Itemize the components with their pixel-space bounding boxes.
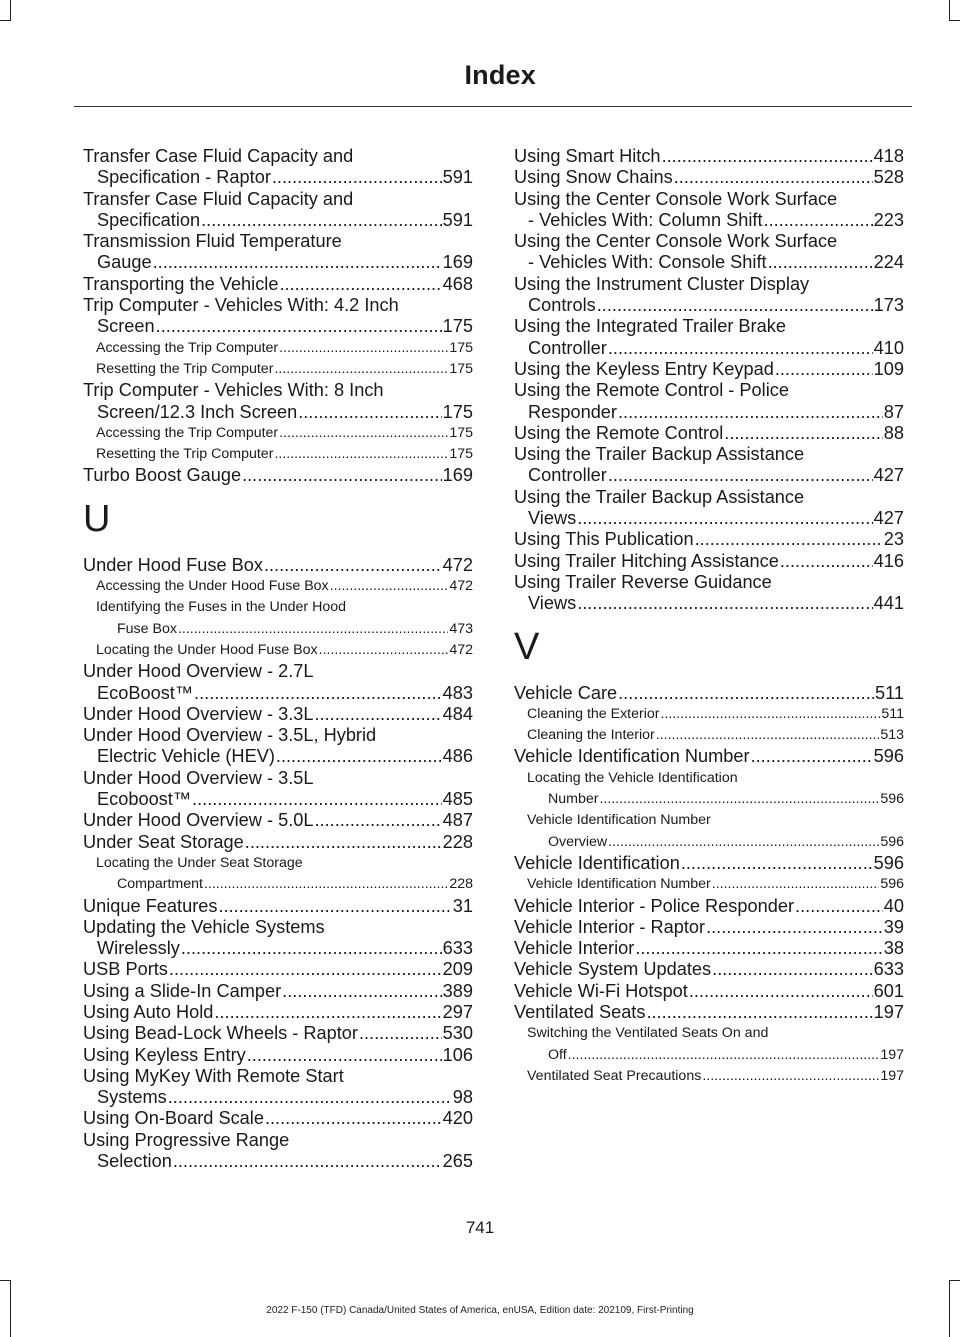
entry-page-number: 513 <box>880 727 904 744</box>
footer-edition-info: 2022 F-150 (TFD) Canada/United States of America, enUSA, Edition date: 202109, First-Printing <box>266 1305 694 1316</box>
dot-leader <box>204 874 448 895</box>
index-entry[interactable] <box>514 683 904 704</box>
entry-text: Screen/12.3 Inch Screen <box>97 401 298 422</box>
entry-page-number: 427 <box>873 508 904 529</box>
dot-leader <box>156 316 442 337</box>
entry-page-number: 265 <box>442 1151 473 1172</box>
dot-leader <box>153 252 442 273</box>
index-column-right <box>514 146 904 1087</box>
entry-text: - Vehicles With: Console Shift <box>528 252 767 273</box>
entry-text: Using Trailer Hitching Assistance <box>514 550 779 571</box>
entry-page-number: 468 <box>442 273 473 294</box>
crop-mark-top-right-vertical <box>949 0 950 20</box>
dot-leader <box>712 874 880 895</box>
entry-text: Controls <box>528 295 596 316</box>
entry-page-number: 169 <box>442 465 473 486</box>
dot-leader <box>314 704 441 725</box>
index-entry[interactable] <box>514 359 904 380</box>
entry-text: Ventilated Seats <box>514 1001 646 1022</box>
entry-text: Using Trailer Reverse Guidance <box>514 571 772 592</box>
entry-text: Trip Computer - Vehicles With: 8 Inch <box>83 380 384 401</box>
dot-leader <box>247 1045 442 1066</box>
entry-page-number: 511 <box>875 682 904 703</box>
index-subentry[interactable] <box>83 338 473 359</box>
index-column-left <box>83 146 473 1172</box>
dot-leader <box>319 640 449 661</box>
entry-page-number: 596 <box>880 791 904 808</box>
entry-page-number: 420 <box>442 1108 473 1129</box>
entry-text: Vehicle Care <box>514 682 618 703</box>
entry-text: Systems <box>97 1087 167 1108</box>
entry-page-number: 418 <box>873 146 904 166</box>
entry-text: Vehicle Identification Number <box>527 812 711 829</box>
index-entry[interactable] <box>514 917 904 938</box>
index-entry[interactable] <box>83 465 473 486</box>
index-subentry[interactable] <box>83 359 473 380</box>
entry-page-number: 39 <box>883 916 904 937</box>
dot-leader <box>702 1066 879 1087</box>
entry-page-number: 223 <box>873 209 904 230</box>
entry-text: Using the Center Console Work Surface <box>514 231 838 252</box>
entry-text: Using Auto Hold <box>83 1001 214 1022</box>
entry-page-number: 88 <box>883 422 904 443</box>
dot-leader <box>775 359 873 380</box>
entry-page-number: 175 <box>442 401 473 422</box>
index-entry[interactable] <box>83 1108 473 1129</box>
entry-page-number: 175 <box>449 339 473 356</box>
entry-text: Accessing the Trip Computer <box>96 339 279 356</box>
entry-text: Controller <box>528 465 607 486</box>
entry-text: Vehicle Interior - Police Responder <box>514 895 795 916</box>
entry-text: - Vehicles With: Column Shift <box>528 209 763 230</box>
entry-text: Using the Integrated Trailer Brake <box>514 316 786 337</box>
dot-leader <box>330 576 449 597</box>
entry-text: Electric Vehicle (HEV) <box>97 746 275 767</box>
entry-text: Under Hood Overview - 3.5L <box>83 767 314 788</box>
index-subentry[interactable] <box>514 874 904 895</box>
index-entry[interactable] <box>83 1023 473 1044</box>
dot-leader <box>276 746 442 767</box>
entry-page-number: 228 <box>449 876 473 893</box>
entry-page-number: 228 <box>442 831 473 852</box>
entry-text: Using the Remote Control - Police <box>514 380 789 401</box>
dot-leader <box>764 210 873 231</box>
entry-page-number: 633 <box>442 938 473 959</box>
entry-text: Using MyKey With Remote Start <box>83 1065 344 1086</box>
index-entry[interactable] <box>514 551 904 572</box>
index-entry[interactable] <box>514 959 904 980</box>
dot-leader <box>662 146 873 167</box>
entry-text: Vehicle Identification Number <box>527 876 711 893</box>
crop-mark-top-left-horizontal <box>0 20 11 21</box>
index-entry[interactable] <box>514 853 904 874</box>
entry-page-number: 297 <box>442 1001 473 1022</box>
entry-text: Cleaning the Exterior <box>527 705 660 722</box>
index-subentry[interactable] <box>83 444 473 465</box>
entry-page-number: 23 <box>883 529 904 550</box>
entry-text: Using the Center Console Work Surface <box>514 188 838 209</box>
entry-page-number: 472 <box>449 641 473 658</box>
crop-mark-bottom-right-horizontal <box>949 1280 960 1281</box>
entry-page-number: 441 <box>873 593 904 614</box>
index-entry[interactable] <box>514 423 904 444</box>
entry-text: Using Progressive Range <box>83 1129 290 1150</box>
entry-text: Specification <box>97 209 201 230</box>
entry-text: Using Bead-Lock Wheels - Raptor <box>83 1023 358 1044</box>
entry-text: Vehicle Interior <box>514 938 635 959</box>
dot-leader <box>618 683 874 704</box>
dot-leader <box>214 1002 441 1023</box>
dot-leader <box>618 402 883 423</box>
dot-leader <box>169 959 442 980</box>
entry-page-number: 528 <box>873 167 904 188</box>
dot-leader <box>706 917 883 938</box>
index-entry[interactable] <box>514 231 904 274</box>
crop-mark-top-left-vertical <box>10 0 11 20</box>
index-entry[interactable] <box>83 896 473 917</box>
entry-page-number: 487 <box>442 810 473 831</box>
entry-page-number: 596 <box>880 833 904 850</box>
entry-text: Using the Keyless Entry Keypad <box>514 358 774 379</box>
dot-leader <box>608 832 879 853</box>
dot-leader <box>661 704 881 725</box>
index-entry[interactable] <box>83 274 473 295</box>
entry-text: Using This Publication <box>514 529 694 550</box>
index-entry[interactable] <box>514 274 904 317</box>
index-entry[interactable] <box>83 146 473 189</box>
entry-text: Accessing the Under Hood Fuse Box <box>96 578 329 595</box>
entry-text: Under Hood Fuse Box <box>83 554 263 575</box>
entry-text: Views <box>528 508 577 529</box>
index-entry[interactable] <box>514 167 904 188</box>
entry-page-number: 472 <box>442 554 473 575</box>
entry-text: Under Seat Storage <box>83 831 244 852</box>
index-entry[interactable] <box>514 189 904 232</box>
dot-leader <box>795 896 883 917</box>
entry-page-number: 530 <box>442 1023 473 1044</box>
index-subentry[interactable] <box>83 576 473 597</box>
dot-leader <box>681 853 873 874</box>
index-entry[interactable] <box>83 725 473 768</box>
entry-page-number: 473 <box>449 620 473 637</box>
entry-text: Vehicle Interior - Raptor <box>514 916 706 937</box>
dot-leader <box>695 529 883 550</box>
entry-page-number: 596 <box>873 746 904 767</box>
entry-text: Using the Remote Control <box>514 422 724 443</box>
entry-page-number: 98 <box>452 1087 473 1108</box>
entry-page-number: 633 <box>873 959 904 980</box>
entry-text: EcoBoost™ <box>97 682 194 703</box>
dot-leader <box>194 683 442 704</box>
index-entry[interactable] <box>83 380 473 423</box>
dot-leader <box>646 1002 872 1023</box>
entry-text: Vehicle Identification <box>514 852 680 873</box>
dot-leader <box>173 1151 442 1172</box>
index-entry[interactable] <box>514 938 904 959</box>
index-entry[interactable] <box>514 1002 904 1023</box>
index-subentry[interactable] <box>514 725 904 746</box>
index-entry[interactable] <box>83 189 473 232</box>
index-entry[interactable] <box>83 832 473 853</box>
entry-page-number: 175 <box>449 424 473 441</box>
entry-page-number: 109 <box>873 358 904 379</box>
dot-leader <box>314 810 441 831</box>
dot-leader <box>577 508 872 529</box>
entry-text: Vehicle Wi-Fi Hotspot <box>514 980 688 1001</box>
dot-leader <box>768 252 873 273</box>
index-subentry[interactable] <box>514 704 904 725</box>
index-entry[interactable] <box>514 487 904 530</box>
entry-page-number: 106 <box>442 1044 473 1065</box>
dot-leader <box>192 789 442 810</box>
entry-page-number: 175 <box>442 316 473 337</box>
index-entry[interactable] <box>514 444 904 487</box>
dot-leader <box>274 444 448 465</box>
entry-text: Under Hood Overview - 3.3L <box>83 703 314 724</box>
index-entry[interactable] <box>514 746 904 767</box>
index-entry[interactable] <box>83 1130 473 1173</box>
dot-leader <box>608 338 873 359</box>
dot-leader <box>245 832 442 853</box>
index-entry[interactable] <box>514 316 904 359</box>
entry-text: USB Ports <box>83 959 168 980</box>
entry-text: Unique Features <box>83 895 218 916</box>
entry-text: Resetting the Trip Computer <box>96 360 274 377</box>
index-subentry[interactable] <box>83 640 473 661</box>
entry-text: Controller <box>528 337 607 358</box>
dot-leader <box>168 1087 452 1108</box>
entry-page-number: 197 <box>873 1001 904 1022</box>
dot-leader <box>242 465 442 486</box>
entry-text: Screen <box>97 316 155 337</box>
index-subentry[interactable] <box>514 810 904 853</box>
index-entry[interactable] <box>83 1045 473 1066</box>
entry-text: Using the Instrument Cluster Display <box>514 273 810 294</box>
entry-text: Transporting the Vehicle <box>83 273 279 294</box>
entry-text: Under Hood Overview - 2.7L <box>83 661 314 682</box>
index-entry[interactable] <box>514 146 904 167</box>
dot-leader <box>568 1045 880 1066</box>
index-entry[interactable] <box>83 768 473 811</box>
dot-leader <box>751 746 873 767</box>
entry-page-number: 38 <box>883 938 904 959</box>
entry-page-number: 596 <box>873 852 904 873</box>
index-entry[interactable] <box>514 529 904 550</box>
dot-leader <box>780 551 873 572</box>
entry-page-number: 40 <box>883 895 904 916</box>
dot-leader <box>279 338 448 359</box>
entry-text: Trip Computer - Vehicles With: 4.2 Inch <box>83 295 399 316</box>
entry-text: Locating the Under Hood Fuse Box <box>96 641 318 658</box>
index-entry[interactable] <box>514 380 904 423</box>
index-subentry[interactable] <box>514 1066 904 1087</box>
index-subentry[interactable] <box>83 853 473 896</box>
entry-text: Vehicle System Updates <box>514 959 712 980</box>
entry-page-number: 591 <box>442 167 473 188</box>
dot-leader <box>178 619 448 640</box>
entry-page-number: 484 <box>442 703 473 724</box>
dot-leader <box>218 896 451 917</box>
dot-leader <box>599 789 879 810</box>
index-entry[interactable] <box>83 704 473 725</box>
dot-leader <box>577 593 872 614</box>
entry-text: Ventilated Seat Precautions <box>527 1067 702 1084</box>
entry-page-number: 410 <box>873 337 904 358</box>
entry-page-number: 596 <box>880 876 904 893</box>
section-letter: V <box>514 625 540 668</box>
dot-leader <box>264 555 442 576</box>
entry-text: Off <box>548 1046 567 1063</box>
dot-leader <box>181 938 442 959</box>
entry-text: Cleaning the Interior <box>527 727 655 744</box>
entry-text: Using a Slide-In Camper <box>83 980 282 1001</box>
entry-page-number: 511 <box>881 705 904 722</box>
entry-text: Ecoboost™ <box>97 789 192 810</box>
dot-leader <box>689 981 873 1002</box>
entry-page-number: 486 <box>442 746 473 767</box>
dot-leader <box>359 1023 442 1044</box>
dot-leader <box>298 402 441 423</box>
entry-page-number: 485 <box>442 789 473 810</box>
dot-leader <box>282 981 442 1002</box>
entry-text: Using Smart Hitch <box>514 146 661 166</box>
index-subentry[interactable] <box>514 1023 904 1066</box>
entry-page-number: 472 <box>449 578 473 595</box>
dot-leader <box>724 423 883 444</box>
entry-text: Resetting the Trip Computer <box>96 446 274 463</box>
entry-text: Switching the Ventilated Seats On and <box>527 1025 769 1042</box>
dot-leader <box>608 465 873 486</box>
dot-leader <box>712 959 873 980</box>
entry-text: Updating the Vehicle Systems <box>83 916 325 937</box>
dot-leader <box>635 938 882 959</box>
entry-text: Using the Trailer Backup Assistance <box>514 486 805 507</box>
dot-leader <box>674 167 873 188</box>
entry-text: Vehicle Identification Number <box>514 746 750 767</box>
entry-page-number: 197 <box>880 1067 904 1084</box>
index-subentry[interactable] <box>83 597 473 640</box>
index-entry[interactable] <box>83 231 473 274</box>
entry-page-number: 175 <box>449 446 473 463</box>
index-entry[interactable] <box>83 555 473 576</box>
entry-text: Using Keyless Entry <box>83 1044 246 1065</box>
index-entry[interactable] <box>83 981 473 1002</box>
dot-leader <box>279 274 441 295</box>
entry-text: Transfer Case Fluid Capacity and <box>83 188 354 209</box>
index-subentry[interactable] <box>83 423 473 444</box>
index-entry[interactable] <box>514 572 904 615</box>
entry-page-number: 209 <box>442 959 473 980</box>
entry-page-number: 173 <box>873 295 904 316</box>
section-letter: U <box>83 497 111 540</box>
entry-text: Wirelessly <box>97 938 180 959</box>
entry-text: Using On-Board Scale <box>83 1108 264 1129</box>
dot-leader <box>656 725 880 746</box>
entry-text: Turbo Boost Gauge <box>83 465 242 486</box>
index-subentry[interactable] <box>514 768 904 811</box>
entry-text: Using Snow Chains <box>514 167 673 188</box>
entry-text: Transmission Fluid Temperature <box>83 231 342 252</box>
entry-page-number: 427 <box>873 465 904 486</box>
entry-page-number: 483 <box>442 682 473 703</box>
entry-page-number: 197 <box>880 1046 904 1063</box>
page-title: Index <box>464 60 536 90</box>
index-entry[interactable] <box>83 810 473 831</box>
index-entry[interactable] <box>83 1002 473 1023</box>
crop-mark-top-right-horizontal <box>949 20 960 21</box>
entry-text: Using the Trailer Backup Assistance <box>514 444 805 465</box>
entry-text: Locating the Vehicle Identification <box>527 769 738 786</box>
entry-page-number: 175 <box>449 360 473 377</box>
entry-text: Selection <box>97 1151 172 1172</box>
dot-leader <box>272 167 442 188</box>
entry-text: Fuse Box <box>117 620 177 637</box>
entry-page-number: 224 <box>873 252 904 273</box>
index-entry[interactable] <box>514 896 904 917</box>
entry-text: Overview <box>548 833 608 850</box>
entry-text: Accessing the Trip Computer <box>96 424 279 441</box>
entry-text: Gauge <box>97 252 152 273</box>
entry-text: Compartment <box>117 876 203 893</box>
entry-page-number: 169 <box>442 252 473 273</box>
dot-leader <box>274 359 448 380</box>
dot-leader <box>597 295 873 316</box>
index-entry[interactable] <box>83 295 473 338</box>
dot-leader <box>265 1108 442 1129</box>
page-number: 741 <box>465 1218 495 1237</box>
entry-page-number: 31 <box>452 895 473 916</box>
index-entry[interactable] <box>83 661 473 704</box>
entry-page-number: 591 <box>442 209 473 230</box>
entry-page-number: 389 <box>442 980 473 1001</box>
crop-mark-bottom-left-horizontal <box>0 1280 11 1281</box>
entry-text: Specification - Raptor <box>97 167 271 188</box>
header-rule <box>74 106 912 107</box>
entry-text: Transfer Case Fluid Capacity and <box>83 146 354 166</box>
entry-text: Under Hood Overview - 5.0L <box>83 810 314 831</box>
entry-page-number: 601 <box>873 980 904 1001</box>
entry-text: Views <box>528 593 577 614</box>
entry-text: Responder <box>528 401 617 422</box>
entry-page-number: 87 <box>883 401 904 422</box>
index-entry[interactable] <box>83 959 473 980</box>
dot-leader <box>201 210 442 231</box>
entry-text: Identifying the Fuses in the Under Hood <box>96 599 347 616</box>
entry-text: Under Hood Overview - 3.5L, Hybrid <box>83 725 377 746</box>
index-entry[interactable] <box>83 917 473 960</box>
entry-text: Number <box>548 791 599 808</box>
entry-page-number: 416 <box>873 550 904 571</box>
index-entry[interactable] <box>83 1066 473 1109</box>
entry-text: Locating the Under Seat Storage <box>96 854 303 871</box>
dot-leader <box>279 423 448 444</box>
index-entry[interactable] <box>514 981 904 1002</box>
